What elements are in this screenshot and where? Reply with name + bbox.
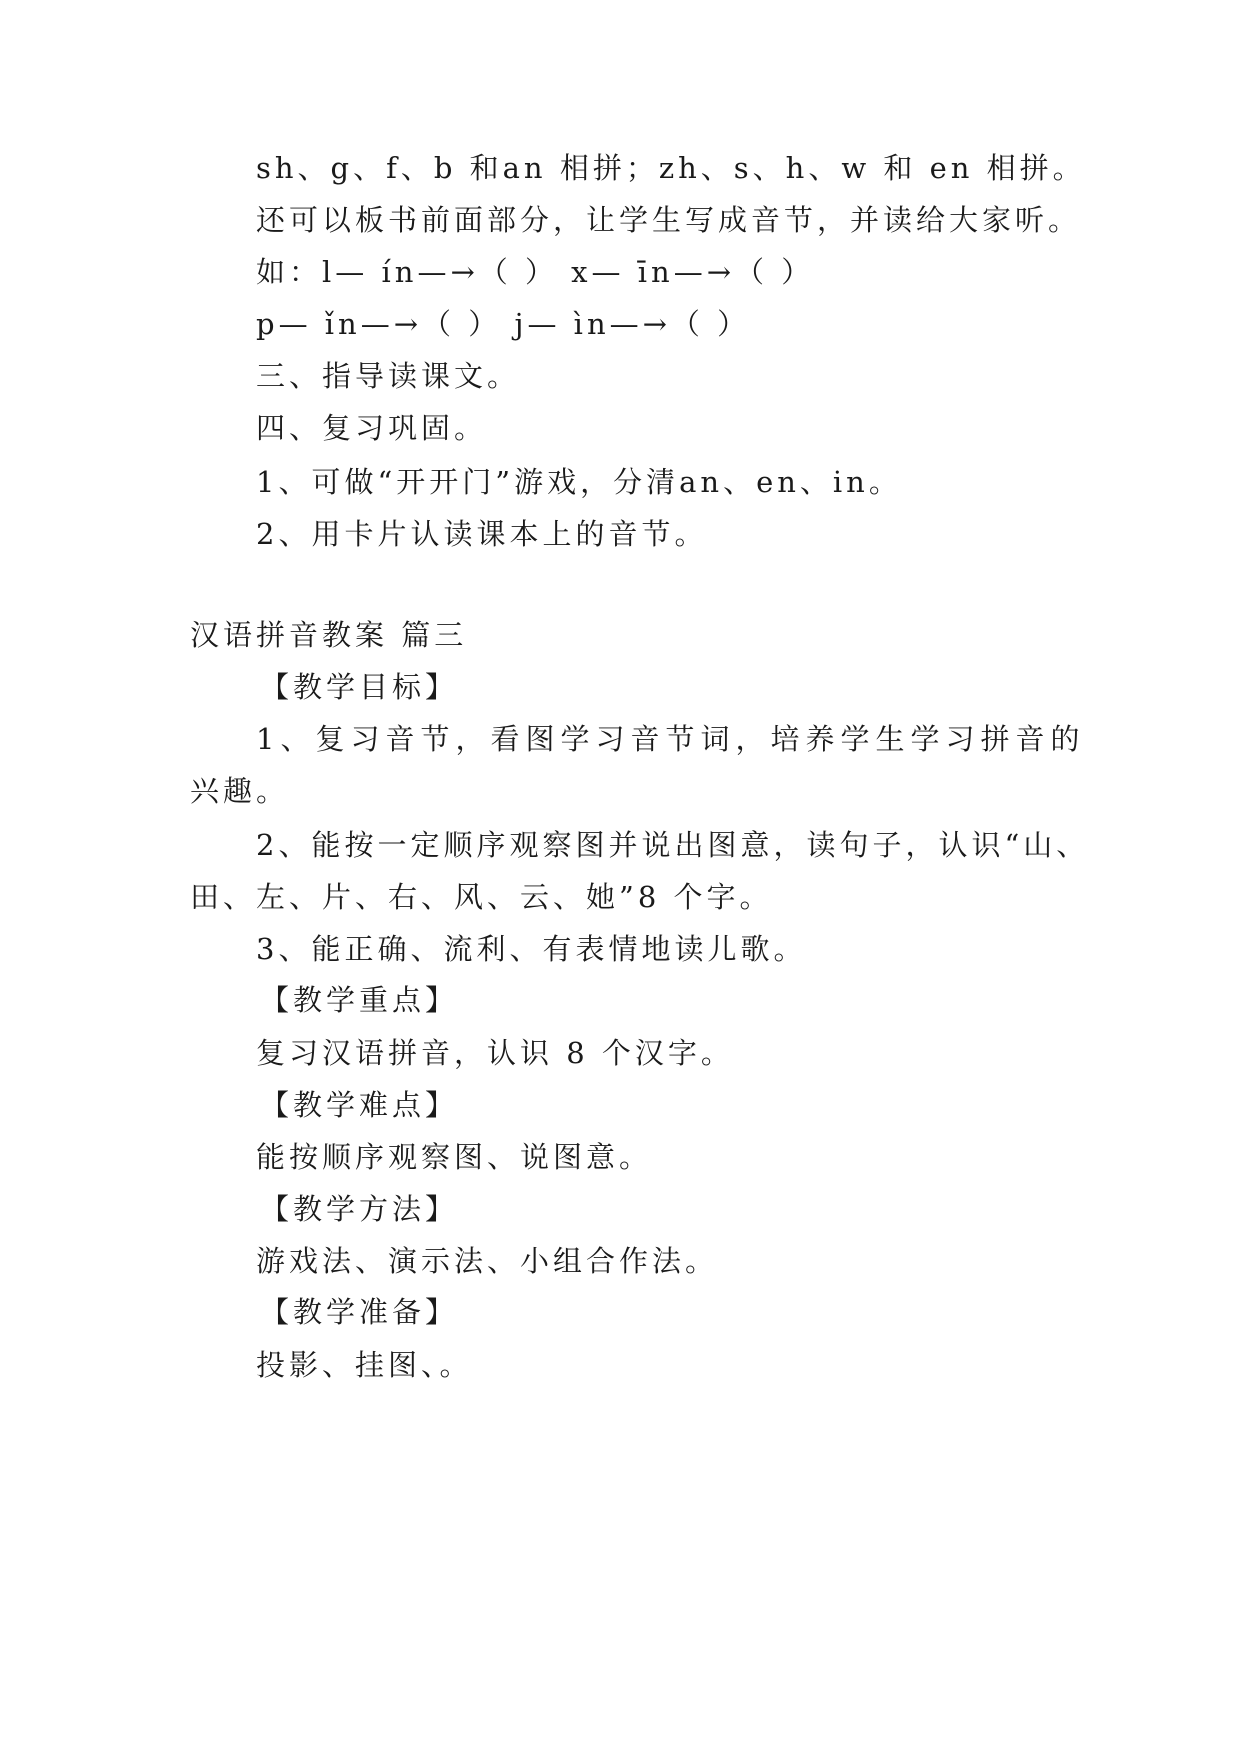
step-four-heading: 四、复习巩固。 xyxy=(256,411,488,445)
goal-2-line-1: 2、能按一定顺序观察图并说出图意，读句子，认识“山、 xyxy=(256,828,1090,862)
teaching-goals-heading: 【教学目标】 xyxy=(260,670,459,704)
preparation-text: 投影、挂图、。 xyxy=(256,1348,473,1382)
step-three-heading: 三、指导读课文。 xyxy=(256,359,521,393)
difficulties-text: 能按顺序观察图、说图意。 xyxy=(256,1140,653,1174)
section-title: 汉语拼音教案 篇三 xyxy=(190,618,468,652)
key-points-text: 复习汉语拼音，认识 8 个汉字。 xyxy=(256,1036,734,1070)
key-points-heading: 【教学重点】 xyxy=(260,983,459,1017)
example-line-1: 如：l— ín—→（ ） x— īn—→（ ） xyxy=(256,255,815,289)
review-item-2: 2、用卡片认读课本上的音节。 xyxy=(256,517,708,551)
goal-3: 3、能正确、流利、有表情地读儿歌。 xyxy=(256,932,807,966)
goal-1-line-1: 1、复习音节，看图学习音节词，培养学生学习拼音的 xyxy=(256,722,1086,756)
review-item-1: 1、可做“开开门”游戏，分清an、en、in。 xyxy=(256,465,902,499)
example-line-2: p— ǐn—→（ ） j— ìn—→（ ） xyxy=(256,307,751,341)
preparation-heading: 【教学准备】 xyxy=(260,1295,459,1329)
goal-2-line-2: 田、左、片、右、风、云、她”8 个字。 xyxy=(190,880,773,914)
methods-text: 游戏法、演示法、小组合作法。 xyxy=(256,1244,719,1278)
goal-1-line-2: 兴趣。 xyxy=(190,774,290,808)
pinyin-combination-line: sh、g、f、b 和an 相拼；zh、s、h、w 和 en 相拼。 xyxy=(256,151,1086,185)
difficulties-heading: 【教学难点】 xyxy=(260,1088,459,1122)
board-writing-line: 还可以板书前面部分，让学生写成音节，并读给大家听。 xyxy=(256,203,1082,237)
methods-heading: 【教学方法】 xyxy=(260,1192,459,1226)
